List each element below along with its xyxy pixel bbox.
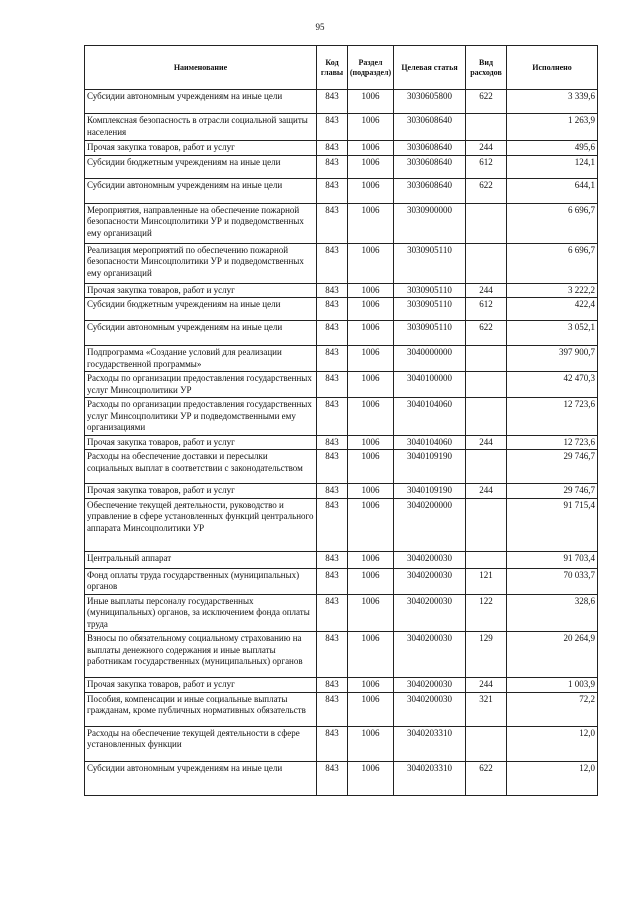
cell-type: 244 — [466, 484, 507, 499]
cell-section: 1006 — [348, 178, 394, 203]
cell-type — [466, 498, 507, 551]
cell-type: 612 — [466, 298, 507, 321]
cell-section: 1006 — [348, 568, 394, 594]
cell-section: 1006 — [348, 283, 394, 298]
cell-code: 843 — [317, 435, 348, 450]
cell-name: Подпрограмма «Создание условий для реализации государственной программы» — [85, 346, 317, 372]
cell-type — [466, 114, 507, 141]
cell-type: 612 — [466, 155, 507, 178]
cell-article: 3040104060 — [394, 398, 466, 436]
cell-type — [466, 398, 507, 436]
header-section: Раздел (подраздел) — [348, 46, 394, 90]
cell-done: 29 746,7 — [507, 484, 598, 499]
cell-code: 843 — [317, 761, 348, 795]
cell-section: 1006 — [348, 141, 394, 156]
cell-section: 1006 — [348, 90, 394, 114]
cell-code: 843 — [317, 692, 348, 726]
cell-section: 1006 — [348, 594, 394, 632]
cell-code: 843 — [317, 346, 348, 372]
cell-section: 1006 — [348, 551, 394, 568]
cell-type: 129 — [466, 632, 507, 678]
expenditure-table — [84, 45, 598, 796]
cell-section: 1006 — [348, 346, 394, 372]
table-row — [85, 594, 598, 632]
table-row — [85, 450, 598, 484]
cell-done: 12 723,6 — [507, 435, 598, 450]
cell-type — [466, 203, 507, 243]
cell-section: 1006 — [348, 298, 394, 321]
cell-type: 622 — [466, 761, 507, 795]
cell-done: 20 264,9 — [507, 632, 598, 678]
cell-done: 3 222,2 — [507, 283, 598, 298]
cell-code: 843 — [317, 372, 348, 398]
cell-section: 1006 — [348, 761, 394, 795]
cell-code: 843 — [317, 203, 348, 243]
cell-article: 3040200030 — [394, 632, 466, 678]
cell-section: 1006 — [348, 114, 394, 141]
cell-done: 91 703,4 — [507, 551, 598, 568]
cell-code: 843 — [317, 568, 348, 594]
cell-code: 843 — [317, 155, 348, 178]
cell-code: 843 — [317, 498, 348, 551]
cell-code: 843 — [317, 398, 348, 436]
cell-done: 495,6 — [507, 141, 598, 156]
cell-code: 843 — [317, 678, 348, 693]
cell-done: 3 339,6 — [507, 90, 598, 114]
page-number: 95 — [315, 22, 325, 32]
cell-code: 843 — [317, 90, 348, 114]
cell-name: Субсидии автономным учреждениям на иные цели — [85, 321, 317, 346]
cell-article: 3040100000 — [394, 372, 466, 398]
cell-name: Субсидии автономным учреждениям на иные цели — [85, 90, 317, 114]
header-article: Целевая статья — [394, 46, 466, 90]
cell-code: 843 — [317, 594, 348, 632]
table-row — [85, 90, 598, 114]
cell-article: 3040200030 — [394, 692, 466, 726]
cell-article: 3030900000 — [394, 203, 466, 243]
cell-type: 122 — [466, 594, 507, 632]
cell-done: 12 723,6 — [507, 398, 598, 436]
cell-name: Прочая закупка товаров, работ и услуг — [85, 435, 317, 450]
cell-article: 3030905110 — [394, 321, 466, 346]
cell-article: 3030608640 — [394, 178, 466, 203]
table-row — [85, 484, 598, 499]
table-row — [85, 243, 598, 283]
cell-name: Комплексная безопасность в отрасли социальной защиты населения — [85, 114, 317, 141]
table-row — [85, 435, 598, 450]
cell-name: Пособия, компенсации и иные социальные выплаты гражданам, кроме публичных нормативных обязательств — [85, 692, 317, 726]
cell-section: 1006 — [348, 155, 394, 178]
table-row — [85, 178, 598, 203]
cell-article: 3030905110 — [394, 298, 466, 321]
cell-done: 70 033,7 — [507, 568, 598, 594]
cell-type — [466, 372, 507, 398]
cell-section: 1006 — [348, 372, 394, 398]
cell-name: Взносы по обязательному социальному страхованию на выплаты денежного содержания и иные выплаты работникам государственных (муниципальных) органов — [85, 632, 317, 678]
cell-section: 1006 — [348, 632, 394, 678]
cell-done: 29 746,7 — [507, 450, 598, 484]
cell-section: 1006 — [348, 321, 394, 346]
cell-article: 3030608640 — [394, 114, 466, 141]
table-row — [85, 141, 598, 156]
table-row — [85, 726, 598, 761]
table-row — [85, 203, 598, 243]
table-row — [85, 678, 598, 693]
table-row — [85, 761, 598, 795]
header-name: Наименование — [85, 46, 317, 90]
cell-name: Субсидии автономным учреждениям на иные цели — [85, 761, 317, 795]
table-row — [85, 298, 598, 321]
cell-name: Реализация мероприятий по обеспечению пожарной безопасности Минсоцполитики УР и подведомственных ему организаций — [85, 243, 317, 283]
cell-code: 843 — [317, 283, 348, 298]
cell-article: 3040000000 — [394, 346, 466, 372]
cell-name: Прочая закупка товаров, работ и услуг — [85, 141, 317, 156]
cell-article: 3030605800 — [394, 90, 466, 114]
cell-done: 12,0 — [507, 761, 598, 795]
cell-done: 1 263,9 — [507, 114, 598, 141]
cell-done: 42 470,3 — [507, 372, 598, 398]
cell-done: 422,4 — [507, 298, 598, 321]
cell-article: 3040203310 — [394, 761, 466, 795]
cell-section: 1006 — [348, 203, 394, 243]
cell-name: Обеспечение текущей деятельности, руководство и управление в сфере установленных функций центрального аппарата Минсоцполитики УР — [85, 498, 317, 551]
header-done: Исполнено — [507, 46, 598, 90]
cell-type: 244 — [466, 141, 507, 156]
header-code: Код главы — [317, 46, 348, 90]
cell-type — [466, 726, 507, 761]
cell-code: 843 — [317, 114, 348, 141]
cell-name: Прочая закупка товаров, работ и услуг — [85, 678, 317, 693]
cell-article: 3040200030 — [394, 551, 466, 568]
cell-type: 622 — [466, 90, 507, 114]
cell-section: 1006 — [348, 243, 394, 283]
cell-name: Субсидии бюджетным учреждениям на иные цели — [85, 298, 317, 321]
header-type: Вид расходов — [466, 46, 507, 90]
cell-section: 1006 — [348, 398, 394, 436]
cell-done: 1 003,9 — [507, 678, 598, 693]
cell-name: Субсидии бюджетным учреждениям на иные цели — [85, 155, 317, 178]
cell-done: 12,0 — [507, 726, 598, 761]
cell-section: 1006 — [348, 678, 394, 693]
cell-section: 1006 — [348, 484, 394, 499]
table-row — [85, 551, 598, 568]
table-row — [85, 632, 598, 678]
table-row — [85, 321, 598, 346]
cell-section: 1006 — [348, 435, 394, 450]
cell-name: Расходы по организации предоставления государственных услуг Минсоцполитики УР — [85, 372, 317, 398]
cell-code: 843 — [317, 551, 348, 568]
cell-article: 3040203310 — [394, 726, 466, 761]
cell-name: Субсидии автономным учреждениям на иные цели — [85, 178, 317, 203]
cell-name: Прочая закупка товаров, работ и услуг — [85, 283, 317, 298]
table-row — [85, 372, 598, 398]
cell-done: 3 052,1 — [507, 321, 598, 346]
cell-name: Центральный аппарат — [85, 551, 317, 568]
table-row — [85, 692, 598, 726]
cell-code: 843 — [317, 450, 348, 484]
cell-code: 843 — [317, 726, 348, 761]
cell-code: 843 — [317, 632, 348, 678]
cell-done: 644,1 — [507, 178, 598, 203]
cell-done: 91 715,4 — [507, 498, 598, 551]
cell-type: 244 — [466, 283, 507, 298]
cell-type — [466, 346, 507, 372]
cell-section: 1006 — [348, 498, 394, 551]
cell-article: 3030608640 — [394, 155, 466, 178]
cell-article: 3030905110 — [394, 283, 466, 298]
cell-name: Расходы на обеспечение доставки и пересылки социальных выплат в соответствии с законодательством — [85, 450, 317, 484]
cell-name: Расходы на обеспечение текущей деятельности в сфере установленных функции — [85, 726, 317, 761]
cell-done: 6 696,7 — [507, 203, 598, 243]
cell-type — [466, 551, 507, 568]
table-row — [85, 498, 598, 551]
table-row — [85, 283, 598, 298]
cell-done: 328,6 — [507, 594, 598, 632]
table-row — [85, 568, 598, 594]
cell-code: 843 — [317, 141, 348, 156]
cell-article: 3040200030 — [394, 568, 466, 594]
cell-name: Мероприятия, направленные на обеспечение пожарной безопасности Минсоцполитики УР и подведомственных ему организаций — [85, 203, 317, 243]
cell-done: 124,1 — [507, 155, 598, 178]
cell-article: 3030905110 — [394, 243, 466, 283]
cell-done: 6 696,7 — [507, 243, 598, 283]
cell-type: 244 — [466, 678, 507, 693]
cell-type: 622 — [466, 178, 507, 203]
cell-type: 121 — [466, 568, 507, 594]
cell-article: 3030608640 — [394, 141, 466, 156]
table-row — [85, 155, 598, 178]
table-header-row — [85, 46, 598, 90]
cell-code: 843 — [317, 484, 348, 499]
cell-type: 321 — [466, 692, 507, 726]
cell-article: 3040109190 — [394, 484, 466, 499]
cell-name: Иные выплаты персоналу государственных (муниципальных) органов, за исключением фонда оплаты труда — [85, 594, 317, 632]
cell-name: Прочая закупка товаров, работ и услуг — [85, 484, 317, 499]
table-row — [85, 114, 598, 141]
cell-done: 397 900,7 — [507, 346, 598, 372]
cell-article: 3040104060 — [394, 435, 466, 450]
cell-type: 244 — [466, 435, 507, 450]
cell-article: 3040200030 — [394, 594, 466, 632]
cell-type — [466, 450, 507, 484]
cell-type — [466, 243, 507, 283]
cell-name: Фонд оплаты труда государственных (муниципальных) органов — [85, 568, 317, 594]
cell-code: 843 — [317, 321, 348, 346]
cell-section: 1006 — [348, 450, 394, 484]
cell-article: 3040200000 — [394, 498, 466, 551]
cell-name: Расходы по организации предоставления государственных услуг Минсоцполитики УР и подведомственными ему организациями — [85, 398, 317, 436]
cell-article: 3040109190 — [394, 450, 466, 484]
cell-section: 1006 — [348, 692, 394, 726]
cell-section: 1006 — [348, 726, 394, 761]
table-row — [85, 398, 598, 436]
table-row — [85, 346, 598, 372]
cell-code: 843 — [317, 243, 348, 283]
cell-type: 622 — [466, 321, 507, 346]
cell-done: 72,2 — [507, 692, 598, 726]
cell-code: 843 — [317, 178, 348, 203]
cell-code: 843 — [317, 298, 348, 321]
cell-article: 3040200030 — [394, 678, 466, 693]
